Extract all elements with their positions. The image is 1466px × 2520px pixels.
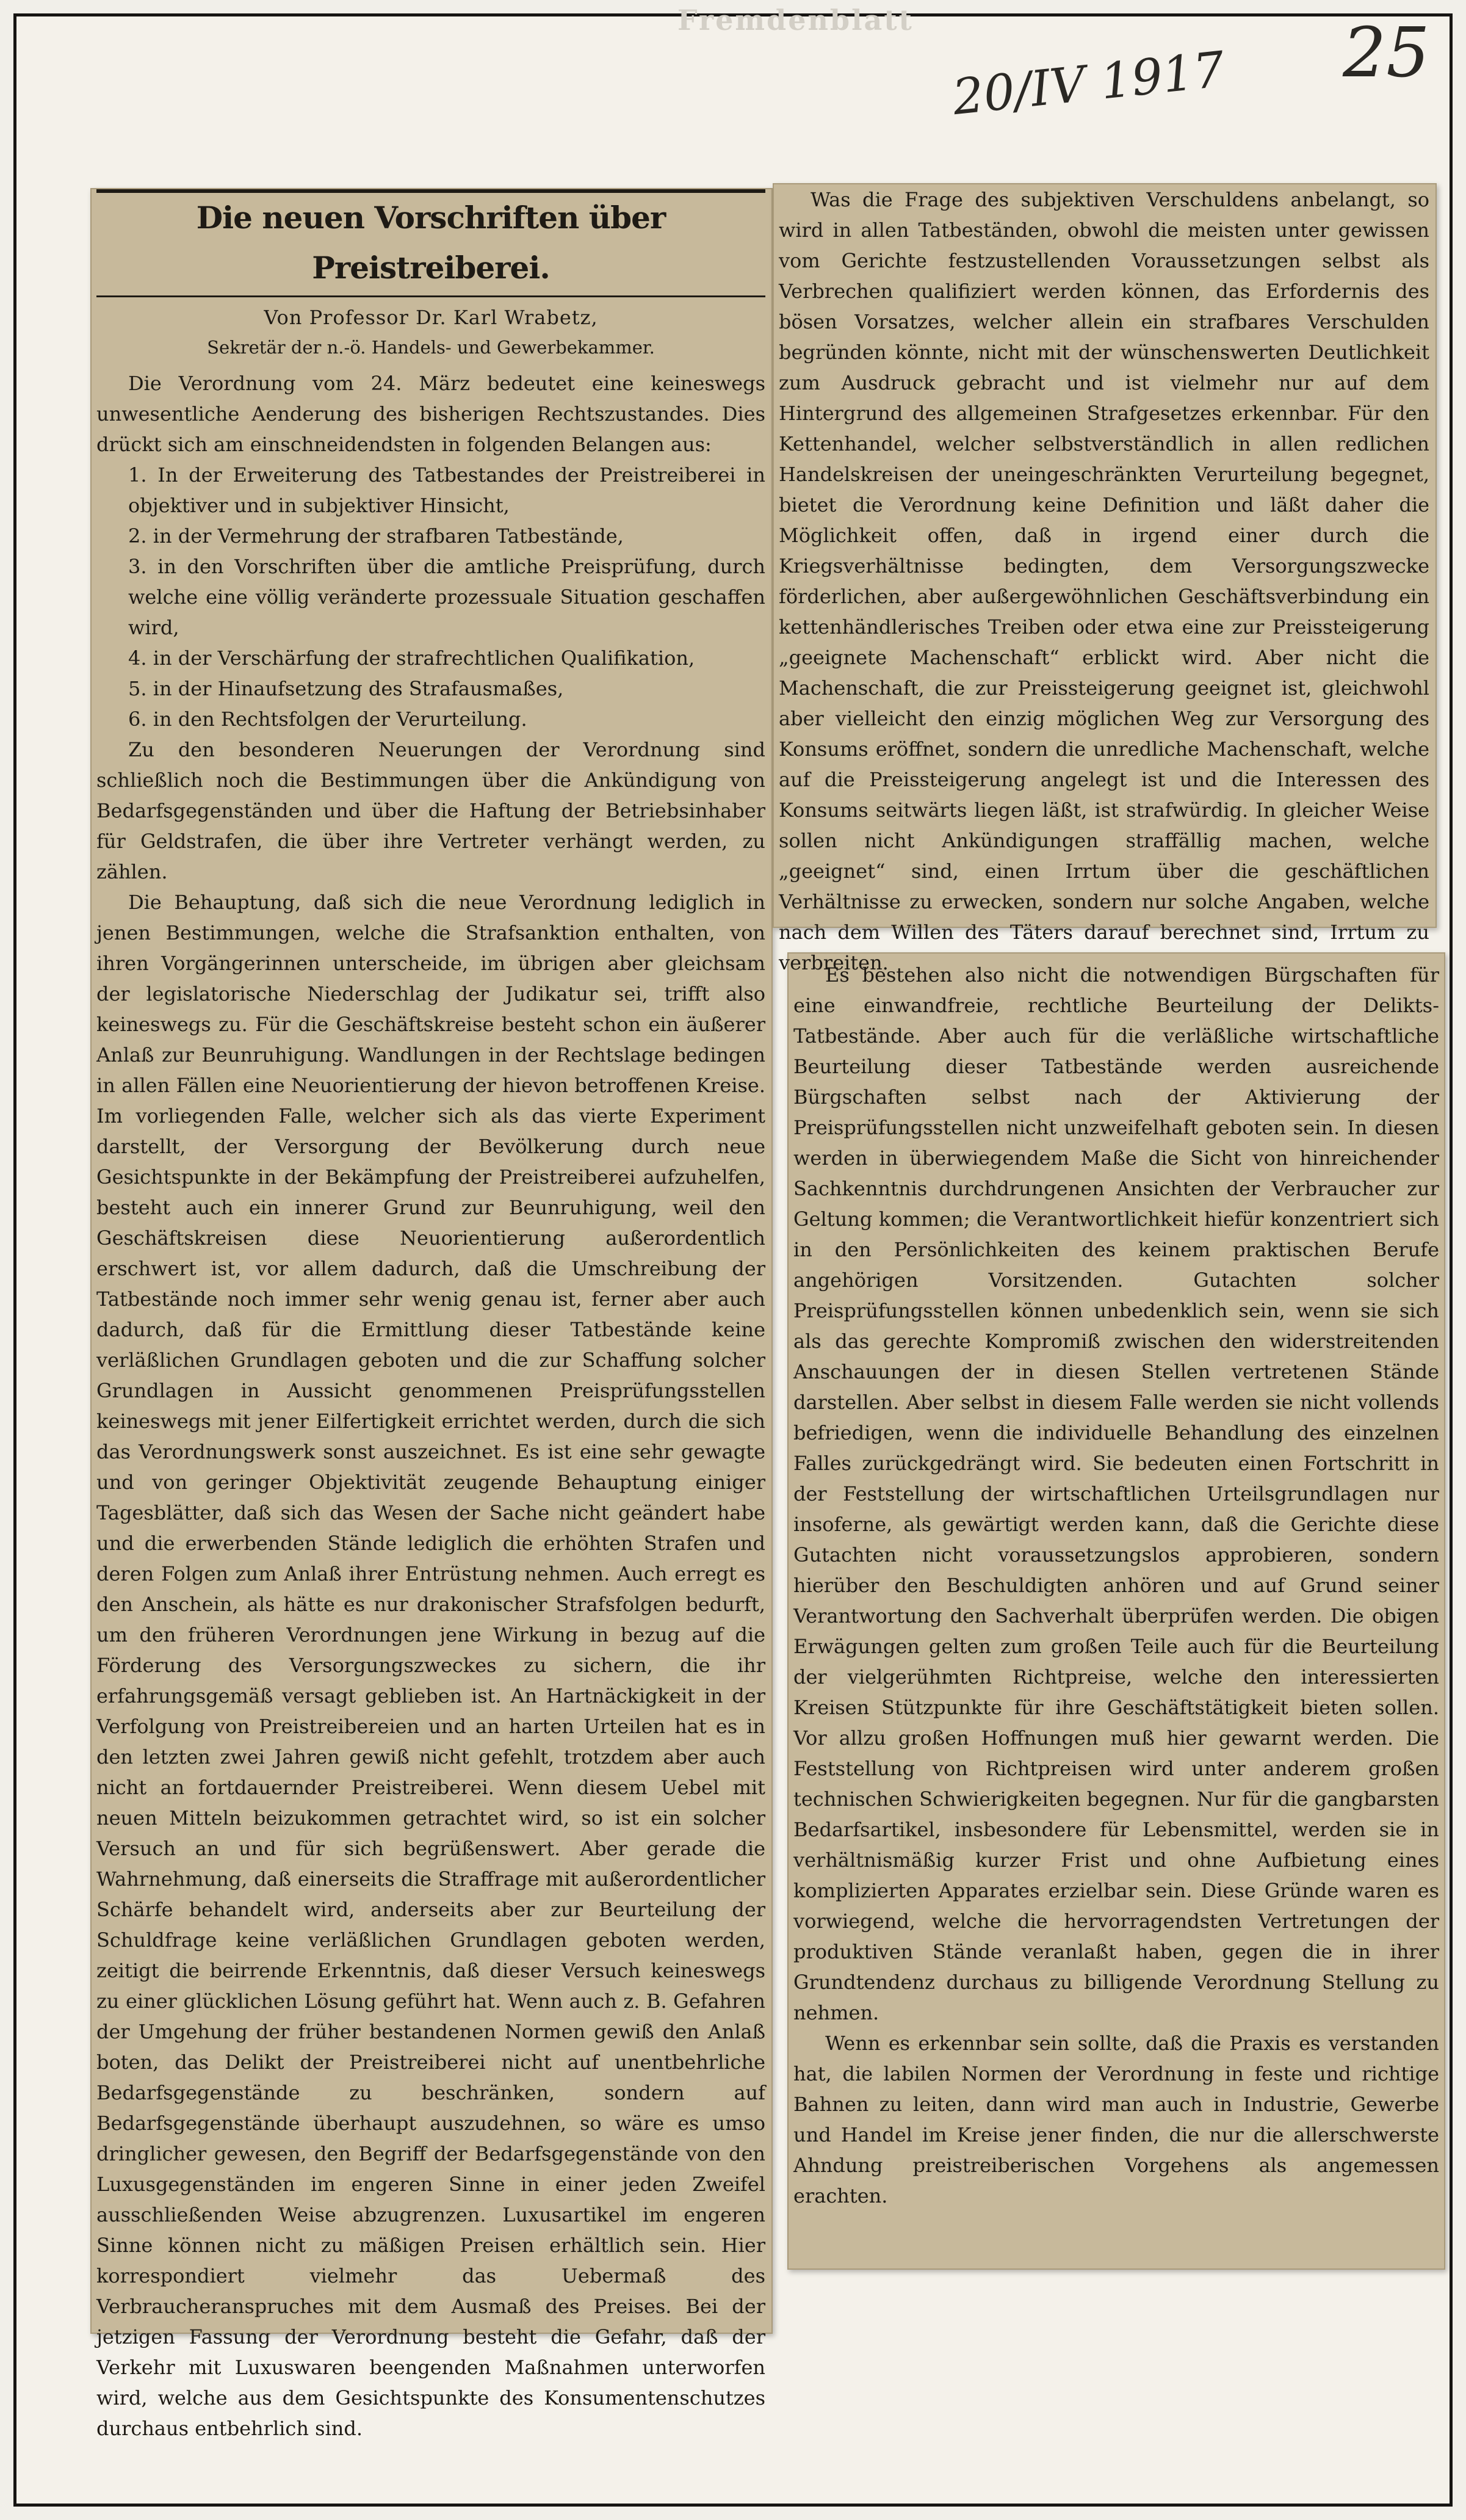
list-item: 2. in der Vermehrung der strafbaren Tatbestände,: [128, 524, 624, 548]
article-column-right-bottom: [793, 960, 1439, 2211]
author-title: Sekretär der n.-ö. Handels- und Gewerbekammer.: [207, 337, 655, 358]
masthead: Fremdenblatt: [677, 4, 914, 37]
intro-paragraph: Die Verordnung vom 24. März bedeutet eine keineswegs unwesentliche Aenderung des bisherigen Rechtszustandes. Dies drückt sich am einschneidendsten in folgenden Belangen aus:: [96, 372, 765, 456]
list-item: 5. in der Hinaufsetzung des Strafausmaßes,: [128, 677, 564, 700]
byline: Von Professor Dr. Karl Wrabetz,: [264, 306, 598, 329]
list-item: 3. in den Vorschriften über die amtliche Preisprüfung, durch welche eine völlig veränderte prozessuale Situation geschaffen wird,: [128, 555, 765, 639]
paragraph: Es bestehen also nicht die notwendigen Bürgschaften für eine einwandfreie, rechtliche Beurteilung der Delikts-Tatbestände. Aber auch für die verläßliche wirtschaftliche Beurteilung dieser Tatbestände werden ausreichende Bürgschaften selbst nach der Aktivierung der Preisprüfungsstellen nicht unzweifelhaft geboten sein. In diesen werden in überwiegendem Maße die Sicht von hinreichender Sachkenntnis durchdrungenen Ansichten der Verbraucher zur Geltung kommen; die Verantwortlichkeit hiefür konzentriert sich in den Persönlichkeiten des keinem praktischen Berufe angehörigen Vorsitzenden. Gutachten solcher Preisprüfungsstellen können unbedenklich sein, wenn sie sich als das gerechte Kompromiß zwischen den widerstreitenden Anschauungen der in diesen Stellen vertretenen Stände darstellen. Aber selbst in diesem Falle werden sie nicht vollends befriedigen, wenn die individuelle Behandlung des einzelnen Falles zurückgedrängt wird. Sie bedeuten einen Fortschritt in der Feststellung der wirtschaftlichen Urteilsgrundlagen nur insoferne, als gewärtigt werden kann, daß die Gerichte diese Gutachten nicht voraussetzungslos approbieren, sondern hierüber den Beschuldigten anhören und auf Grund seiner Verantwortung den Sachverhalt überprüfen werden. Die obigen Erwägungen gelten zum großen Teile auch für die Beurteilung der vielgerühmten Richtpreise, welche den interessierten Kreisen Stützpunkte für ihre Geschäftstätigkeit bieten sollen. Vor allzu großen Hoffnungen muß hier gewarnt werden. Die Feststellung von Richtpreisen wird unter anderem großen technischen Schwierigkeiten begegnen. Nur für die gangbarsten Bedarfsartikel, insbesondere für Lebensmittel, werden sie in verhältnismäßig kurzer Frist und ohne Aufbietung eines komplizierten Apparates erzielbar sein. Diese Gründe waren es vorwiegend, welche die hervorragendsten Vertretungen der produktiven Stände veranlaßt haben, gegen die in ihrer Grundtendenz durchaus zu billigende Verordnung Stellung zu nehmen.: [793, 963, 1439, 2024]
changes-list: [96, 460, 765, 734]
paragraph: Zu den besonderen Neuerungen der Verordnung sind schließlich noch die Bestimmungen über die Ankündigung von Bedarfsgegenständen und über die Haftung der Betriebsinhaber für Geldstrafen, die über ihre Vertreter verhängt werden, zu zählen.: [96, 738, 765, 883]
list-item: 4. in der Verschärfung der strafrechtlichen Qualifikation,: [128, 646, 695, 670]
article-column-left: [96, 189, 765, 2444]
handwritten-date: 20/IV 1917: [950, 40, 1227, 126]
list-item: 6. in den Rechtsfolgen der Verurteilung.: [128, 708, 527, 731]
paragraph: Was die Frage des subjektiven Verschuldens anbelangt, so wird in allen Tatbeständen, obwohl die meisten unter gewissen vom Gerichte festzustellenden Voraussetzungen selbst als Verbrechen qualifiziert werden können, das Erfordernis des bösen Vorsatzes, welcher allein ein strafbares Verschulden begründen könnte, nicht mit der wünschenswerten Deutlichkeit zum Ausdruck gebracht und ist vielmehr nur auf dem Hintergrund des allgemeinen Strafgesetzes erkennbar. Für den Kettenhandel, welcher selbstverständlich in allen redlichen Handelskreisen der uneingeschränkten Verurteilung begegnet, bietet die Verordnung keine Definition und läßt daher die Möglichkeit offen, daß in irgend einer durch die Kriegsverhältnisse bedingten, dem Versorgungszwecke förderlichen, aber außergewöhnlichen Geschäftsverbindung ein kettenhändlerisches Treiben oder etwa eine zur Preissteigerung „geeignete Machenschaft“ erblickt wird. Aber nicht die Machenschaft, die zur Preissteigerung geeignet ist, gleichwohl aber vielleicht den einzig möglichen Weg zur Versorgung des Konsums eröffnet, sondern die unredliche Machenschaft, welche auf die Preissteigerung angelegt ist und die Interessen des Konsums seitwärts liegen läßt, ist strafwürdig. In gleicher Weise sollen nicht Ankündigungen straffällig machen, welche „geeignet“ sind, einen Irrtum über die geschäftlichen Verhältnisse zu erwecken, sondern nur solche Angaben, welche nach dem Willen des Täters darauf berechnet sind, Irrtum zu verbreiten.: [779, 188, 1429, 974]
list-item: 1. In der Erweiterung des Tatbestandes der Preistreiberei in objektiver und in subjektiver Hinsicht,: [128, 463, 765, 517]
paragraph: Die Behauptung, daß sich die neue Verordnung lediglich in jenen Bestimmungen, welche die Strafsanktion enthalten, von ihren Vorgängerinnen unterscheide, im übrigen aber gleichsam der legislatorische Niederschlag der Judikatur sei, trifft also keineswegs zu. Für die Geschäftskreise besteht schon ein äußerer Anlaß zur Beunruhigung. Wandlungen in der Rechtslage bedingen in allen Fällen eine Neuorientierung der hievon betroffenen Kreise. Im vorliegenden Falle, welcher sich als das vierte Experiment darstellt, der Versorgung der Bevölkerung durch neue Gesichtspunkte in der Bekämpfung der Preistreiberei aufzuhelfen, besteht auch ein innerer Grund zur Beunruhigung, weil den Geschäftskreisen diese Neuorientierung außerordentlich erschwert ist, vor allem dadurch, daß die Umschreibung der Tatbestände noch immer sehr wenig genau ist, ferner aber auch dadurch, daß für die Ermittlung dieser Tatbestände keine verläßlichen Grundlagen geboten und die zur Schaffung solcher Grundlagen in Aussicht genommenen Preisprüfungsstellen keineswegs mit jener Eilfertigkeit errichtet werden, durch die sich das Verordnungswerk sonst auszeichnet. Es ist eine sehr gewagte und von geringer Objektivität zeugende Behauptung einiger Tagesblätter, daß sich das Wesen der Sache nicht geändert habe und die erwerbenden Stände lediglich die erhöhten Strafen und deren Folgen zum Anlaß ihrer Entrüstung nehmen. Auch erregt es den Anschein, als hätte es nur drakonischer Strafsfolgen bedurft, um den früheren Verordnungen jene Wirkung in bezug auf die Förderung des Versorgungszweckes zu sichern, die ihr erfahrungsgemäß versagt geblieben ist. An Hartnäckigkeit in der Verfolgung von Preistreibereien und an harten Urteilen hat es in den letzten zwei Jahren gewiß nicht gefehlt, trotzdem aber auch nicht an fortdauernder Preistreiberei. Wenn diesem Uebel mit neuen Mitteln beizukommen getrachtet wird, so ist ein solcher Versuch an und für sich begrüßenswert. Aber gerade die Wahrnehmung, daß einerseits die Straffrage mit außerordentlicher Schärfe behandelt wird, anderseits aber zur Beurteilung der Schuldfrage keine verläßlichen Grundlagen geboten werden, zeitigt die beirrende Erkenntnis, daß dieser Versuch keineswegs zu einer glücklichen Lösung geführt hat. Wenn auch z. B. Gefahren der Umgehung der früher bestandenen Normen gewiß den Anlaß boten, das Delikt der Preistreiberei nicht auf unentbehrliche Bedarfsgegenstände zu beschränken, sondern auf Bedarfsgegenstände überhaupt auszudehnen, so wäre es umso dringlicher gewesen, den Begriff der Bedarfsgegenstände von den Luxusgegenständen im engeren Sinne in einer jeden Zweifel ausschließenden Weise abzugrenzen. Luxusartikel im engeren Sinne können nicht zu mäßigen Preisen erhältlich sein. Hier korrespondiert vielmehr das Uebermaß des Verbraucheranspruches mit dem Ausmaß des Preises. Bei der jetzigen Fassung der Verordnung besteht die Gefahr, daß der Verkehr mit Luxuswaren beengenden Maßnahmen unterworfen wird, welche aus dem Gesichtspunkte des Konsumentenschutzes durchaus entbehrlich sind.: [96, 891, 765, 2440]
paragraph: Wenn es erkennbar sein sollte, daß die Praxis es verstanden hat, die labilen Normen der Verordnung in feste und richtige Bahnen zu leiten, dann wird man auch in Industrie, Gewerbe und Handel im Kreise jener finden, die nur die allerschwerste Ahndung preistreiberischen Vorgehens als angemessen erachten.: [793, 2032, 1439, 2207]
handwritten-page-number: 25: [1343, 13, 1430, 93]
article-column-right-top: [779, 184, 1429, 978]
headline: Die neuen Vorschriften über Preistreiberei.: [96, 189, 765, 297]
